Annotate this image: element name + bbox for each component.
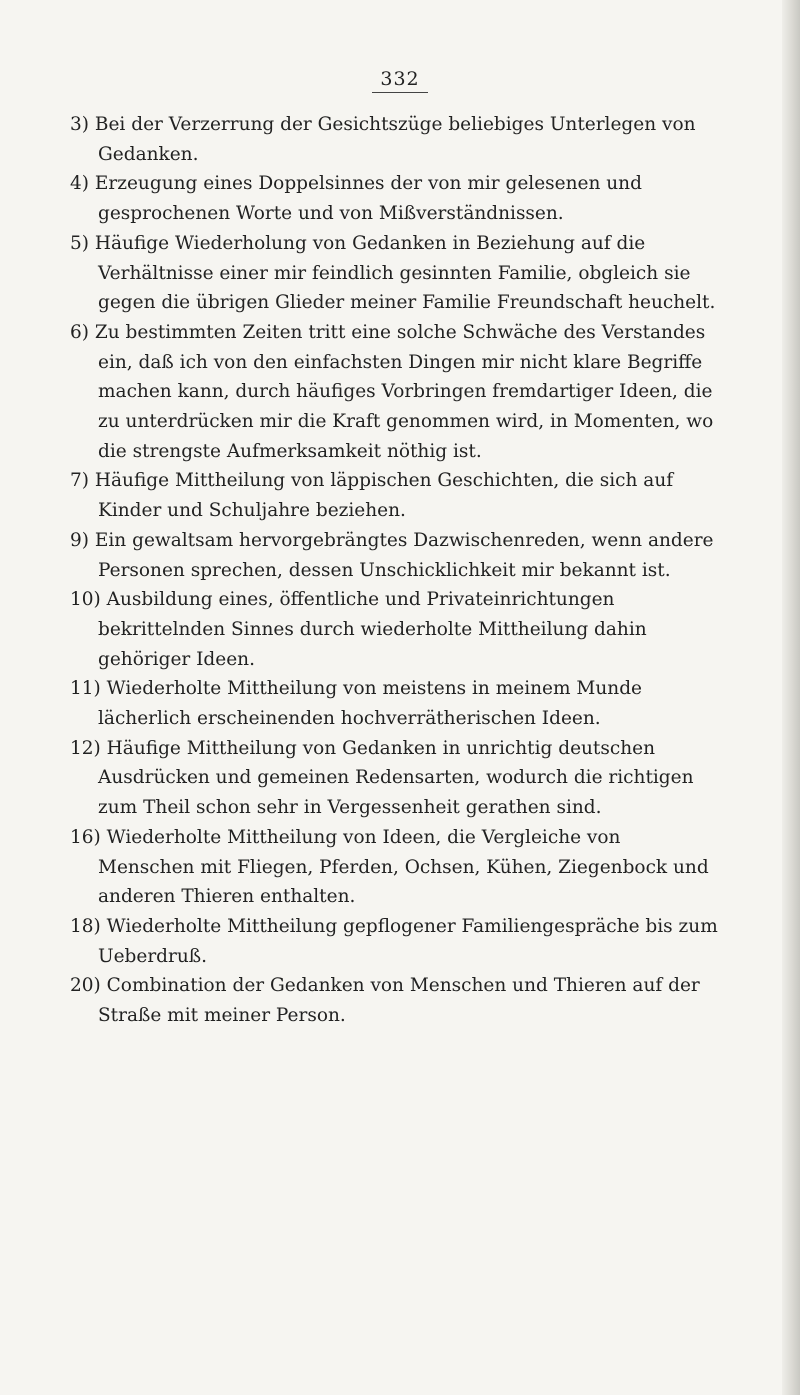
list-item xyxy=(70,674,720,733)
list-item xyxy=(70,971,720,1030)
list-item xyxy=(70,318,720,467)
entry-number: 3) xyxy=(70,114,89,135)
entry-number: 20) xyxy=(70,975,101,997)
entry-text: Zu bestimmten Zeiten tritt eine solche Schwäche des Verstandes ein, daß ich von den einfachsten Dingen mir nicht klare Begriffe machen kann, durch häufiges Vorbringen fremdartiger Ideen, die zu unterdrücken mir die Kraft genommen wird, in Momenten, wo die strengste Aufmerksamkeit nöthig ist. xyxy=(94,321,714,462)
entry-text: Ausbildung eines, öffentliche und Privateinrichtungen bekrittelnden Sinnes durch wiederholte Mittheilung dahin gehöriger Ideen. xyxy=(98,589,647,670)
list-item xyxy=(70,912,720,971)
entry-list xyxy=(70,110,720,1031)
entry-text: Wiederholte Mittheilung gepflogener Familiengespräche bis zum Ueberdruß. xyxy=(98,915,718,967)
entry-text: Combination der Gedanken von Menschen und Thieren auf der Straße mit meiner Person. xyxy=(98,975,700,1027)
entry-text: Bei der Verzerrung der Gesichtszüge beliebiges Unterlegen von Gedanken. xyxy=(94,114,696,165)
entry-number: 5) xyxy=(70,232,89,254)
entry-text: Häufige Wiederholung von Gedanken in Beziehung auf die Verhältnisse einer mir feindlich gesinnten Familie, obgleich sie gegen die übrigen Glieder meiner Familie Freundschaft heuchelt. xyxy=(94,232,716,314)
entry-number: 18) xyxy=(70,915,101,937)
list-item xyxy=(70,466,720,525)
list-item xyxy=(70,823,720,912)
entry-number: 6) xyxy=(70,321,89,343)
list-item xyxy=(70,110,720,169)
entry-number: 4) xyxy=(70,173,89,195)
entry-number: 10) xyxy=(70,589,101,611)
entry-text: Ein gewaltsam hervorgebrängtes Dazwischenreden, wenn andere Personen sprechen, dessen Unschicklichkeit mir bekannt ist. xyxy=(94,529,714,581)
header-rule xyxy=(372,92,428,93)
entry-number: 11) xyxy=(70,678,101,700)
entry-text: Häufige Mittheilung von Gedanken in unrichtig deutschen Ausdrücken und gemeinen Redensarten, wodurch die richtigen zum Theil schon sehr in Vergessenheit gerathen sind. xyxy=(98,737,694,819)
list-item xyxy=(70,526,720,585)
list-item xyxy=(70,734,720,823)
entry-text: Wiederholte Mittheilung von Ideen, die Vergleiche von Menschen mit Fliegen, Pferden, Ochsen, Kühen, Ziegenbock und anderen Thieren enthalten. xyxy=(98,826,709,908)
list-item xyxy=(70,229,720,318)
entry-number: 16) xyxy=(70,826,101,848)
entry-text: Häufige Mittheilung von läppischen Geschichten, die sich auf Kinder und Schuljahre beziehen. xyxy=(94,470,674,522)
list-item xyxy=(70,169,720,228)
entry-number: 7) xyxy=(70,470,89,492)
page-edge xyxy=(782,0,800,1395)
page-number: 332 xyxy=(380,68,420,90)
entry-text: Erzeugung eines Doppelsinnes der von mir gelesenen und gesprochenen Worte und von Mißverständnissen. xyxy=(94,173,642,225)
list-item xyxy=(70,585,720,674)
entry-text: Wiederholte Mittheilung von meistens in meinem Munde lächerlich erscheinenden hochverrätherischen Ideen. xyxy=(98,678,642,730)
entry-number: 9) xyxy=(70,529,89,551)
entry-number: 12) xyxy=(70,737,101,759)
